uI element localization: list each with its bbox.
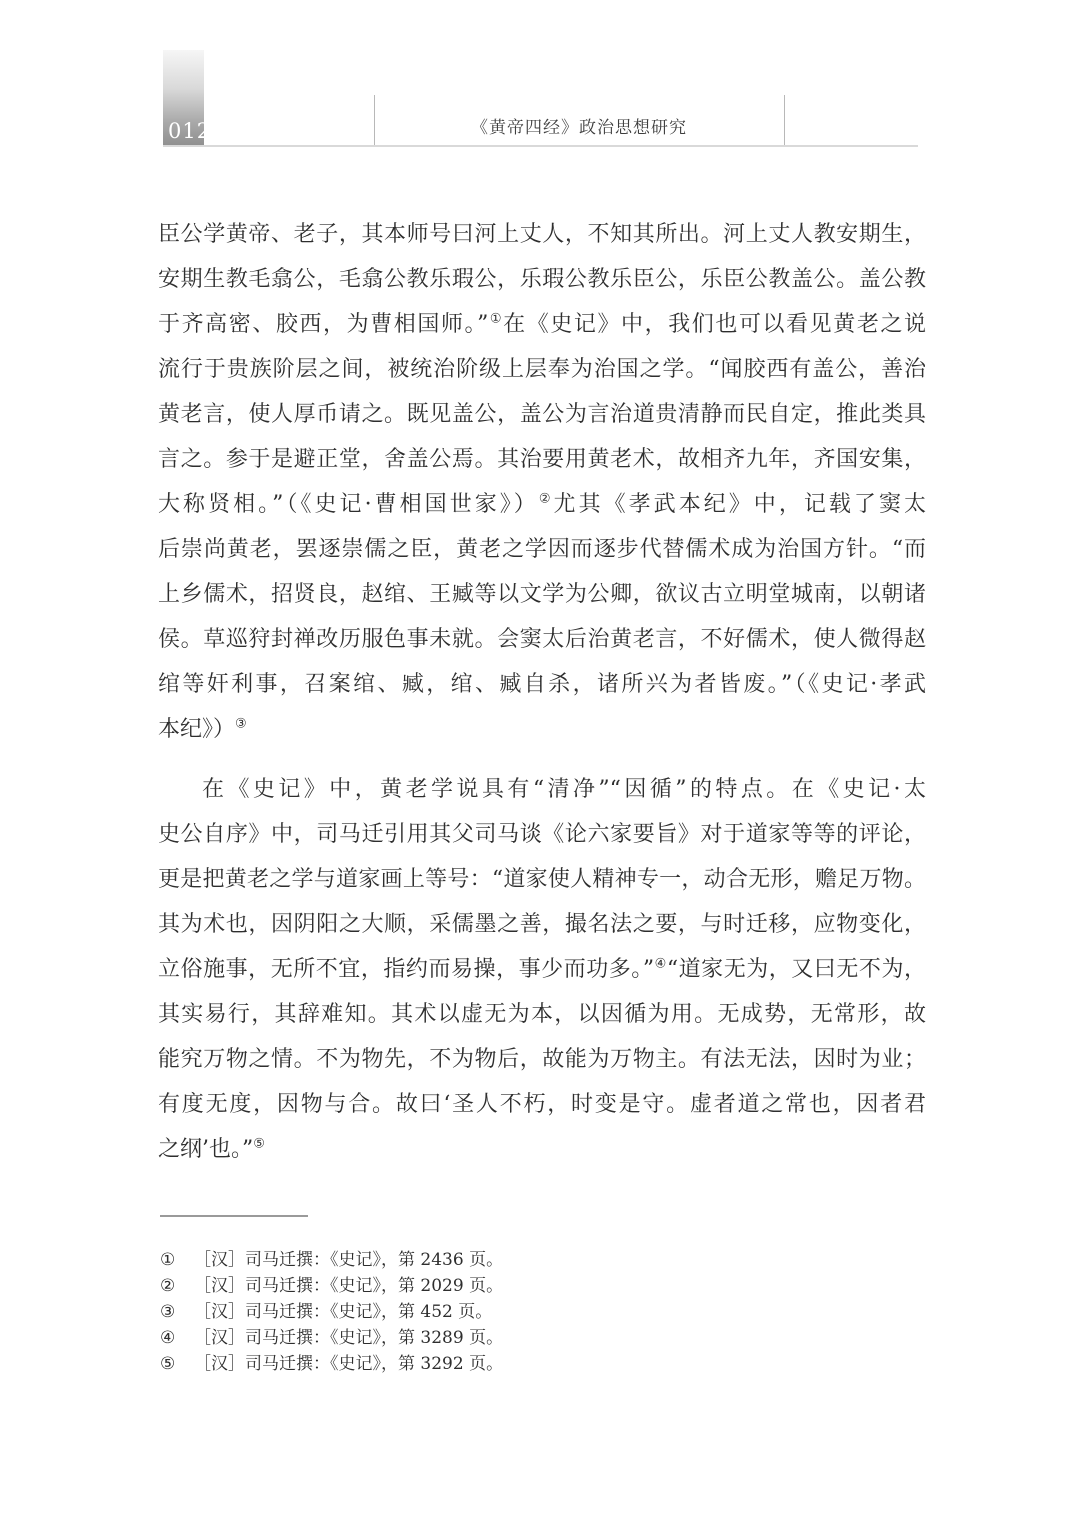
footnote-list xyxy=(160,1247,928,1377)
footnote-marker: ④ xyxy=(160,1328,176,1348)
paragraph-2 xyxy=(158,767,926,1172)
text-line: 后崇尚黄老，罢逐崇儒之臣，黄老之学因而逐步代替儒术成为治国方针。“而 xyxy=(158,537,926,562)
footnote-text: ［汉］司马迁撰：《史记》，第 3289 页。 xyxy=(194,1328,504,1348)
footnote-separator xyxy=(160,1215,308,1217)
footnote-item xyxy=(160,1299,928,1325)
paragraph-1 xyxy=(158,212,926,752)
header-divider-left xyxy=(374,95,375,146)
header-rule xyxy=(163,145,918,147)
text-line: 之纲’也。”⑤ xyxy=(158,1136,265,1162)
footnote-marker: ③ xyxy=(160,1302,176,1322)
footnote-text: ［汉］司马迁撰：《史记》，第 3292 页。 xyxy=(194,1354,504,1374)
footnote-item xyxy=(160,1247,928,1273)
text-line: 黄老言，使人厚币请之。既见盖公，盖公为言治道贵清静而民自定，推此类具 xyxy=(158,402,926,427)
text-line: 上乡儒术，招贤良，赵绾、王臧等以文学为公卿，欲议古立明堂城南，以朝诸 xyxy=(158,582,926,607)
page-number: 012 xyxy=(168,119,212,143)
footnote-item xyxy=(160,1351,928,1377)
footnote-text: ［汉］司马迁撰：《史记》，第 2436 页。 xyxy=(194,1250,504,1270)
text-line: 其实易行，其辞难知。其术以虚无为本，以因循为用。无成势，无常形，故 xyxy=(158,1002,926,1027)
text-line: 史公自序》中，司马迁引用其父司马谈《论六家要旨》对于道家等等的评论， xyxy=(158,822,926,847)
footnote-marker: ⑤ xyxy=(160,1354,176,1374)
text-line: 于齐高密、胶西，为曹相国师。”①在《史记》中，我们也可以看见黄老之说 xyxy=(158,311,926,337)
text-line: 在《史记》中，黄老学说具有“清净”“因循”的特点。在《史记·太 xyxy=(202,777,926,802)
footnote-text: ［汉］司马迁撰：《史记》，第 452 页。 xyxy=(194,1302,493,1322)
header-divider-right xyxy=(784,95,785,146)
footnote-marker: ② xyxy=(160,1276,176,1296)
text-line: 更是把黄老之学与道家画上等号：“道家使人精神专一，动合无形，赡足万物。 xyxy=(158,867,926,892)
text-line: 绾等奸利事，召案绾、臧，绾、臧自杀，诸所兴为者皆废。”（《史记·孝武 xyxy=(158,672,926,697)
footnote-item xyxy=(160,1325,928,1351)
text-line: 大称贤相。”（《史记·曹相国世家》）②尤其《孝武本纪》中，记载了窦太 xyxy=(158,491,926,517)
body-text xyxy=(158,212,926,1172)
text-line: 言之。参于是避正堂，舍盖公焉。其治要用黄老术，故相齐九年，齐国安集， xyxy=(158,447,926,472)
footnote-text: ［汉］司马迁撰：《史记》，第 2029 页。 xyxy=(194,1276,504,1296)
page-number-badge xyxy=(163,50,212,147)
text-line: 安期生教毛翕公，毛翕公教乐瑕公，乐瑕公教乐臣公，乐臣公教盖公。盖公教 xyxy=(158,267,926,292)
running-head-book-title: 《黄帝四经》政治思想研究 xyxy=(471,118,687,138)
text-line: 本纪》）③ xyxy=(158,716,247,742)
text-line: 侯。草巡狩封禅改历服色事未就。会窦太后治黄老言，不好儒术，使人微得赵 xyxy=(158,627,926,652)
text-line: 流行于贵族阶层之间，被统治阶级上层奉为治国之学。“闻胶西有盖公，善治 xyxy=(158,357,926,382)
text-line: 其为术也，因阴阳之大顺，采儒墨之善，撮名法之要，与时迁移，应物变化， xyxy=(158,912,926,937)
text-line: 立俗施事，无所不宜，指约而易操，事少而功多。”④“道家无为，又曰无不为， xyxy=(158,956,926,982)
text-line: 臣公学黄帝、老子，其本师号曰河上丈人，不知其所出。河上丈人教安期生， xyxy=(158,222,926,247)
footnote-item xyxy=(160,1273,928,1299)
footnote-marker: ① xyxy=(160,1250,176,1270)
text-line: 有度无度，因物与合。故曰‘圣人不朽，时变是守。虚者道之常也，因者君 xyxy=(158,1092,926,1117)
text-line: 能究万物之情。不为物先，不为物后，故能为万物主。有法无法，因时为业； xyxy=(158,1047,926,1072)
